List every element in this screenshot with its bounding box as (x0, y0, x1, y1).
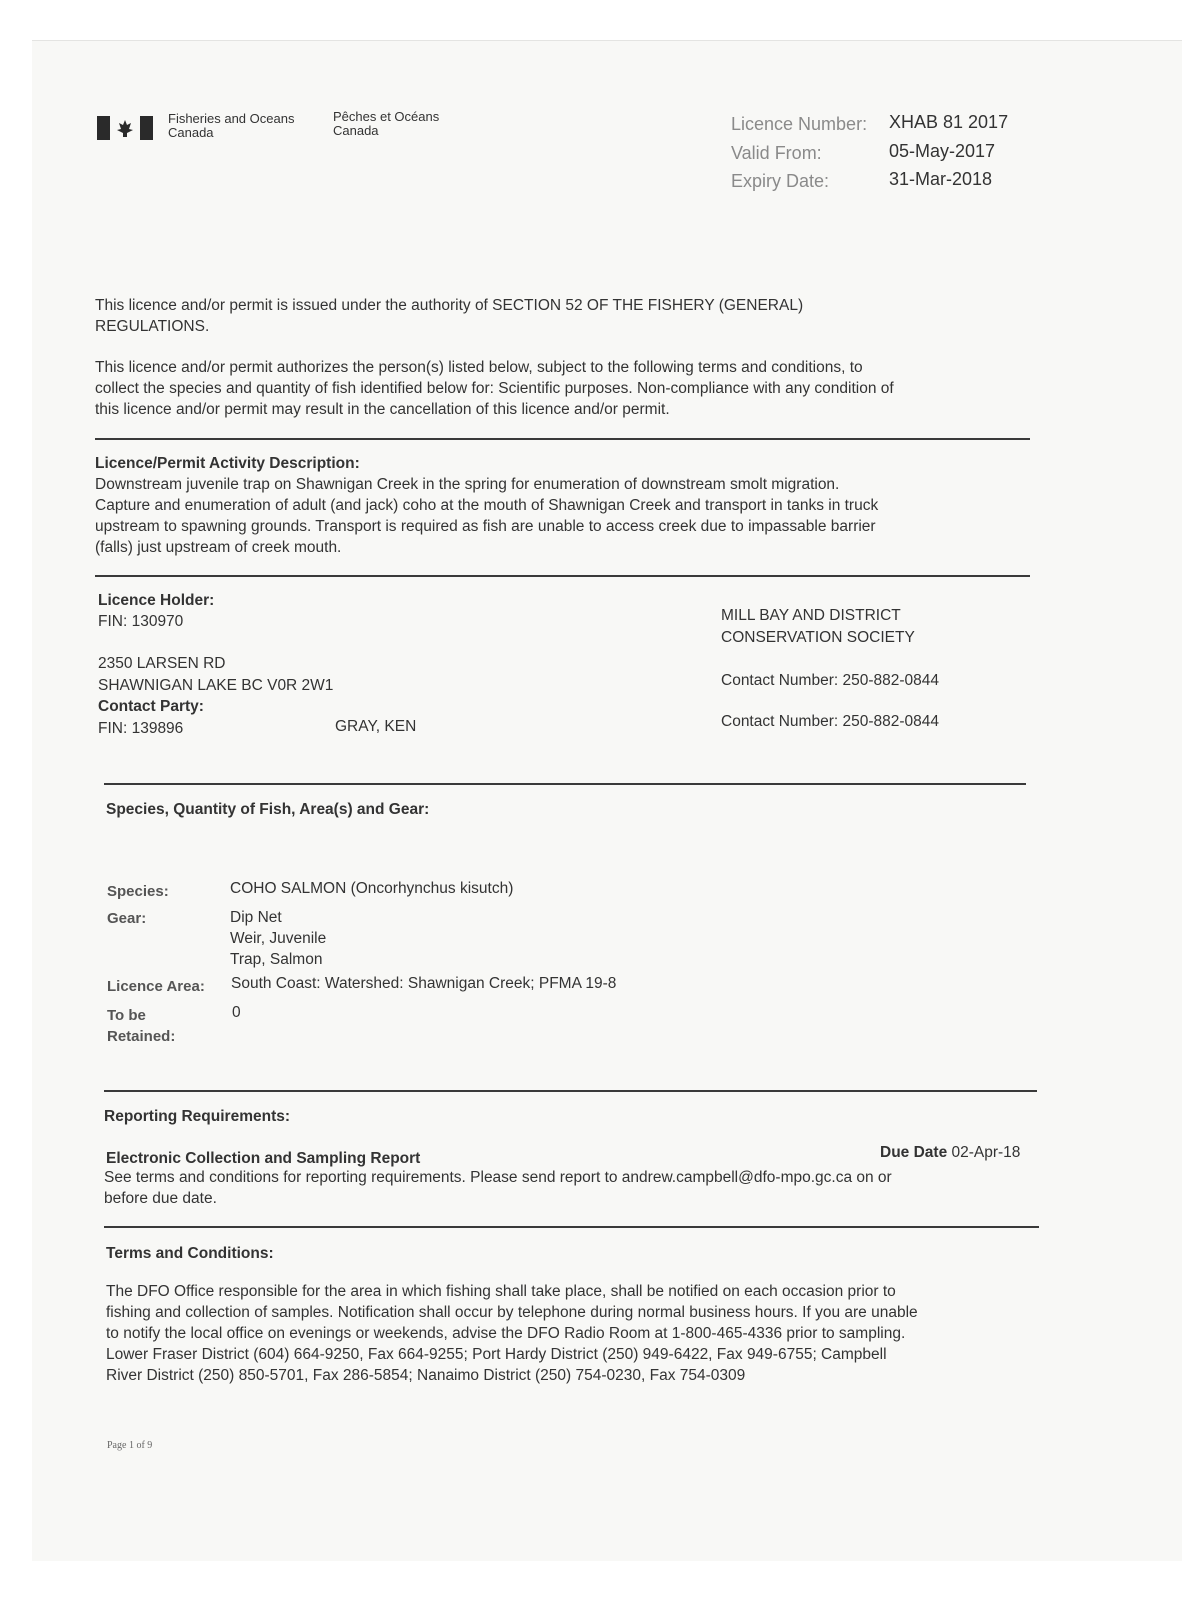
gear-label: Gear: (107, 910, 147, 927)
canada-flag-logo (97, 116, 153, 140)
holder-address-line1: 2350 LARSEN RD (98, 655, 226, 672)
contact-party-number: Contact Number: 250-882-0844 (721, 713, 939, 730)
valid-from-label: Valid From: (731, 143, 822, 163)
activity-description: Licence/Permit Activity Description: Downstream juvenile trap on Shawnigan Creek in the spring for enumeration of downstream smolt migration. Capture and enumeration of adult (and jack) coho at the mouth of Shawnigan Creek and transport in tanks in truck upstream to spawning grounds. Transport is required as fish are unable to access creek due to impassable barrier (falls) just upstream of creek mouth. (95, 453, 1045, 558)
reporting-text: See terms and conditions for reporting requirements. Please send report to andrew.campbell@dfo-mpo.gc.ca on or before due date. (104, 1169, 892, 1207)
gear-item: Trap, Salmon (230, 951, 323, 968)
activity-heading: Licence/Permit Activity Description: (95, 455, 360, 472)
gear-item: Dip Net (230, 909, 282, 926)
holder-address-line2: SHAWNIGAN LAKE BC V0R 2W1 (98, 677, 334, 694)
holder-organization: MILL BAY AND DISTRICT CONSERVATION SOCIETY (721, 607, 915, 646)
gear-item: Weir, Juvenile (230, 930, 327, 947)
contact-party-fin: FIN: 139896 (98, 720, 184, 737)
divider (104, 783, 1026, 785)
expiry-date-value: 31-Mar-2018 (889, 169, 993, 189)
authority-statement: This licence and/or permit is issued under the authority of SECTION 52 OF THE FISHERY (GENERAL) REGULATIONS. (95, 297, 804, 335)
department-name-en: Fisheries and Oceans Canada (168, 111, 295, 140)
species-section-heading: Species, Quantity of Fish, Area(s) and Gear: (106, 801, 430, 818)
licence-number-label: Licence Number: (731, 114, 868, 134)
maple-leaf-icon (97, 116, 153, 140)
gear-list (230, 907, 326, 970)
terms-text: The DFO Office responsible for the area in which fishing shall take place, shall be notified on each occasion prior to fishing and collection of samples. Notification shall occur by telephone during normal business hours. If you are unable to notify the local office on evenings or weekends, advise the DFO Radio Room at 1-800-465-4336 prior to sampling. Lower Fraser District (604) 664-9250, Fax 664-9255; Port Hardy District (250) 949-6422, Fax 949-6755; Campbell River District (250) 850-5701, Fax 286-5854; Nanaimo District (250) 754-0230, Fax 754-0309 (106, 1283, 918, 1384)
page-number: Page 1 of 9 (107, 1440, 153, 1451)
contact-party-name: GRAY, KEN (335, 718, 417, 735)
species-label: Species: (107, 883, 169, 900)
reporting-heading: Reporting Requirements: (104, 1108, 291, 1125)
report-due-date: Due Date 02-Apr-18 (880, 1144, 1021, 1161)
licence-number-value: XHAB 81 2017 (889, 112, 1009, 132)
divider (95, 575, 1030, 577)
terms-heading: Terms and Conditions: (106, 1245, 274, 1262)
licence-area-label: Licence Area: (107, 978, 205, 995)
licence-holder-heading: Licence Holder: (98, 592, 215, 609)
divider (104, 1226, 1039, 1228)
divider (95, 438, 1030, 440)
holder-fin: FIN: 130970 (98, 613, 184, 630)
contact-party-heading: Contact Party: (98, 698, 204, 715)
licence-area-value: South Coast: Watershed: Shawnigan Creek; PFMA 19-8 (231, 975, 617, 992)
valid-from-value: 05-May-2017 (889, 141, 996, 161)
holder-contact-number: Contact Number: 250-882-0844 (721, 672, 939, 689)
divider (104, 1090, 1037, 1092)
retained-label: To be Retained: (107, 1007, 176, 1045)
authorization-statement: This licence and/or permit authorizes the person(s) listed below, subject to the following terms and conditions, to collect the species and quantity of fish identified below for: Scientific purposes. Non-compliance with any condition of this licence and/or permit may result in the cancellation of this licence and/or permit. (95, 359, 894, 418)
retained-value: 0 (232, 1004, 241, 1021)
species-value: COHO SALMON (Oncorhynchus kisutch) (230, 880, 514, 897)
report-title: Electronic Collection and Sampling Report (106, 1150, 421, 1167)
expiry-date-label: Expiry Date: (731, 171, 830, 191)
department-name-fr: Pêches et Océans Canada (333, 109, 440, 138)
